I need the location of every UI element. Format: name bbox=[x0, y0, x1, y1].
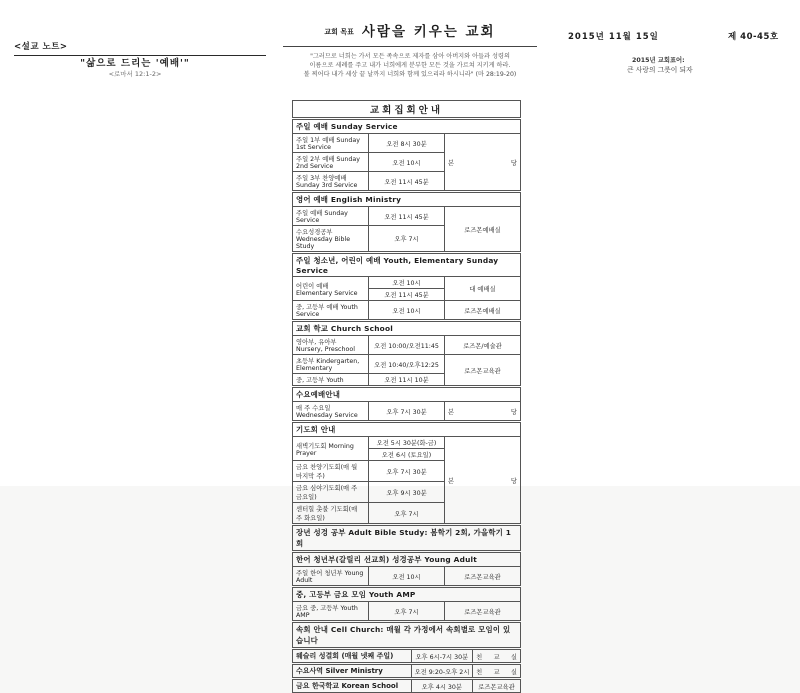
section-korean-school bbox=[292, 679, 521, 693]
schedule-item: 어린이 예배 Elementary Service bbox=[293, 277, 369, 301]
table-row bbox=[293, 355, 521, 374]
issue-date: 2015년 11월 15일 bbox=[568, 32, 659, 42]
section-adult-bible-study bbox=[292, 525, 521, 551]
church-goal-header bbox=[283, 20, 537, 47]
schedule-time: 오후 4시 30분 bbox=[411, 680, 473, 693]
schedule-place: 로즈몬교육관 bbox=[445, 567, 521, 586]
section-header: 영어 예배 English Ministry bbox=[293, 193, 521, 207]
sermon-title: "삶으로 드리는 '예배'" bbox=[80, 58, 190, 69]
section-youth-elementary bbox=[292, 253, 521, 320]
section-header: 중, 고등부 금요 모임 Youth AMP bbox=[293, 588, 521, 602]
schedule-time: 오후 6시-7시 30분 bbox=[411, 650, 473, 663]
schedule-place: 로즈몬교육관 bbox=[445, 602, 521, 621]
schedule-time: 오전 8시 30분 bbox=[369, 134, 445, 153]
schedule-item: 영아부, 유아부 Nursery, Preschool bbox=[293, 336, 369, 355]
schedule-item: 새벽기도회 Morning Prayer bbox=[293, 437, 369, 461]
section-silver-ministry bbox=[292, 664, 521, 678]
table-row bbox=[293, 301, 521, 320]
schedule-item: 주일 예배 Sunday Service bbox=[293, 207, 369, 226]
schedule-item: 금요 심야기도회(매 주 금요일) bbox=[293, 482, 369, 503]
section-young-adult bbox=[292, 552, 521, 586]
schedule-title-table bbox=[292, 100, 521, 118]
schedule-item: 초등부 Kindergarten, Elementary bbox=[293, 355, 369, 374]
schedule-title: 교회집회안내 bbox=[293, 101, 521, 118]
schedule-table bbox=[292, 101, 521, 693]
section-english-ministry bbox=[292, 192, 521, 252]
schedule-item: 주일 1부 예배 Sunday 1st Service bbox=[293, 134, 369, 153]
schedule-time: 오전 11시 45분 bbox=[369, 207, 445, 226]
schedule-time: 오전 6시 (토요일) bbox=[369, 449, 445, 461]
schedule-time: 오전 11시 45분 bbox=[369, 289, 445, 301]
schedule-item: 웨슬리 성결회 (매월 넷째 주일) bbox=[293, 650, 412, 663]
schedule-time: 오후 7시 bbox=[369, 226, 445, 252]
schedule-item: 중, 고등부 예배 Youth Service bbox=[293, 301, 369, 320]
table-row bbox=[293, 437, 521, 449]
schedule-item: 금요 한국학교 Korean School bbox=[293, 680, 412, 693]
schedule-place: 대 예배실 bbox=[445, 277, 521, 301]
schedule-item: 주일 2부 예배 Sunday 2nd Service bbox=[293, 153, 369, 172]
schedule-time: 오전 10:40/오후12:25 bbox=[369, 355, 445, 374]
section-sunday-service bbox=[292, 119, 521, 191]
sermon-verse: <로마서 12:1-2> bbox=[108, 70, 162, 78]
section-header: 주일 예배 Sunday Service bbox=[293, 120, 521, 134]
schedule-place: 로즈몬예배실 bbox=[445, 301, 521, 320]
goal-label: 교회 목표 bbox=[324, 28, 354, 36]
church-motto bbox=[627, 56, 693, 75]
issue-number: 제 40-45호 bbox=[728, 32, 779, 42]
quote-line: 볼 찌어다 내가 세상 끝 날까지 너희와 함께 있으리라 하시니라" (마 28:19-20) bbox=[303, 71, 517, 78]
schedule-place: 로즈몬/예술관 bbox=[445, 336, 521, 355]
schedule-time: 오전 10시 bbox=[369, 153, 445, 172]
schedule-time: 오전 11시 45분 bbox=[369, 172, 445, 191]
schedule-time: 오전 10시 bbox=[369, 567, 445, 586]
quote-line: 이름으로 세례를 주고 내가 너희에게 분부한 모든 것을 가르쳐 지키게 하라. bbox=[309, 62, 511, 69]
schedule-place: 본 당 bbox=[445, 437, 521, 524]
section-wednesday-service bbox=[292, 387, 521, 421]
schedule-item: 수요성경공부 Wednesday Bible Study bbox=[293, 226, 369, 252]
scripture-quote bbox=[278, 52, 542, 79]
schedule-place: 본 당 bbox=[445, 134, 521, 191]
schedule-time: 오후 7시 30분 bbox=[369, 402, 445, 421]
section-prayer bbox=[292, 422, 521, 524]
table-row bbox=[293, 665, 521, 678]
table-row bbox=[293, 134, 521, 153]
schedule-time: 오전 10:00/오전11:45 bbox=[369, 336, 445, 355]
schedule-item: 중, 고등부 Youth bbox=[293, 374, 369, 386]
schedule-place: 친 교 실 bbox=[473, 665, 521, 678]
schedule-item: 센터힐 촛불 기도회(매 주 화요일) bbox=[293, 503, 369, 524]
schedule-place: 로즈몬교육관 bbox=[445, 355, 521, 386]
section-header: 한어 청년부(갈릴리 선교회) 성경공부 Young Adult bbox=[293, 553, 521, 567]
sermon-note-label: <설교 노트> bbox=[14, 42, 68, 52]
table-row bbox=[293, 336, 521, 355]
schedule-item: 주일 한어 청년부 Young Adult bbox=[293, 567, 369, 586]
table-row bbox=[293, 567, 521, 586]
section-church-school bbox=[292, 321, 521, 386]
section-header: 기도회 안내 bbox=[293, 423, 521, 437]
schedule-place: 로즈몬예배실 bbox=[445, 207, 521, 252]
section-header: 주일 청소년, 어린이 예배 Youth, Elementary Sunday Service bbox=[293, 254, 521, 277]
schedule-item: 금요 중, 고등부 Youth AMP bbox=[293, 602, 369, 621]
schedule-time: 오전 11시 10분 bbox=[369, 374, 445, 386]
section-header: 교회 학교 Church School bbox=[293, 322, 521, 336]
section-header: 장년 성경 공부 Adult Bible Study: 봄학기 2회, 가을학기 1회 bbox=[293, 526, 521, 551]
section-cell-church bbox=[292, 622, 521, 648]
schedule-time: 오전 9:20-오후 2시 bbox=[411, 665, 473, 678]
schedule-time: 오전 5시 30분(화-금) bbox=[369, 437, 445, 449]
section-youth-amp bbox=[292, 587, 521, 621]
schedule-time: 오전 10시 bbox=[369, 301, 445, 320]
schedule-time: 오후 7시 bbox=[369, 602, 445, 621]
schedule-time: 오후 7시 30분 bbox=[369, 461, 445, 482]
schedule-time: 오후 7시 bbox=[369, 503, 445, 524]
schedule-time: 오전 10시 bbox=[369, 277, 445, 289]
motto-label: 2015년 교회표어: bbox=[632, 57, 685, 64]
sermon-note-rule bbox=[14, 34, 266, 56]
section-wesley bbox=[292, 649, 521, 663]
table-row bbox=[293, 650, 521, 663]
table-row bbox=[293, 277, 521, 289]
goal-title: 사람을 키우는 교회 bbox=[361, 24, 496, 40]
table-row bbox=[293, 207, 521, 226]
schedule-item: 금요 찬양기도회(매 월 마지막 주) bbox=[293, 461, 369, 482]
section-header: 속회 안내 Cell Church: 매월 각 가정에서 속회별로 모임이 있습니다 bbox=[293, 623, 521, 648]
table-row bbox=[293, 402, 521, 421]
schedule-place: 친 교 실 bbox=[473, 650, 521, 663]
table-row bbox=[293, 602, 521, 621]
schedule-time: 오후 9시 30분 bbox=[369, 482, 445, 503]
motto-text: 큰 사랑의 그릇이 되자 bbox=[627, 65, 693, 74]
section-header: 수요예배안내 bbox=[293, 388, 521, 402]
schedule-place: 본 당 bbox=[445, 402, 521, 421]
quote-line: "그러므로 너희는 가서 모든 족속으로 제자를 삼아 아버지와 아들과 성령의 bbox=[310, 53, 510, 60]
schedule-item: 매 주 수요일 Wednesday Service bbox=[293, 402, 369, 421]
schedule-item: 수요사역 Silver Ministry bbox=[293, 665, 412, 678]
table-row bbox=[293, 680, 521, 693]
schedule-place: 로즈몬교육관 bbox=[473, 680, 521, 693]
schedule-item: 주일 3부 찬양예배 Sunday 3rd Service bbox=[293, 172, 369, 191]
